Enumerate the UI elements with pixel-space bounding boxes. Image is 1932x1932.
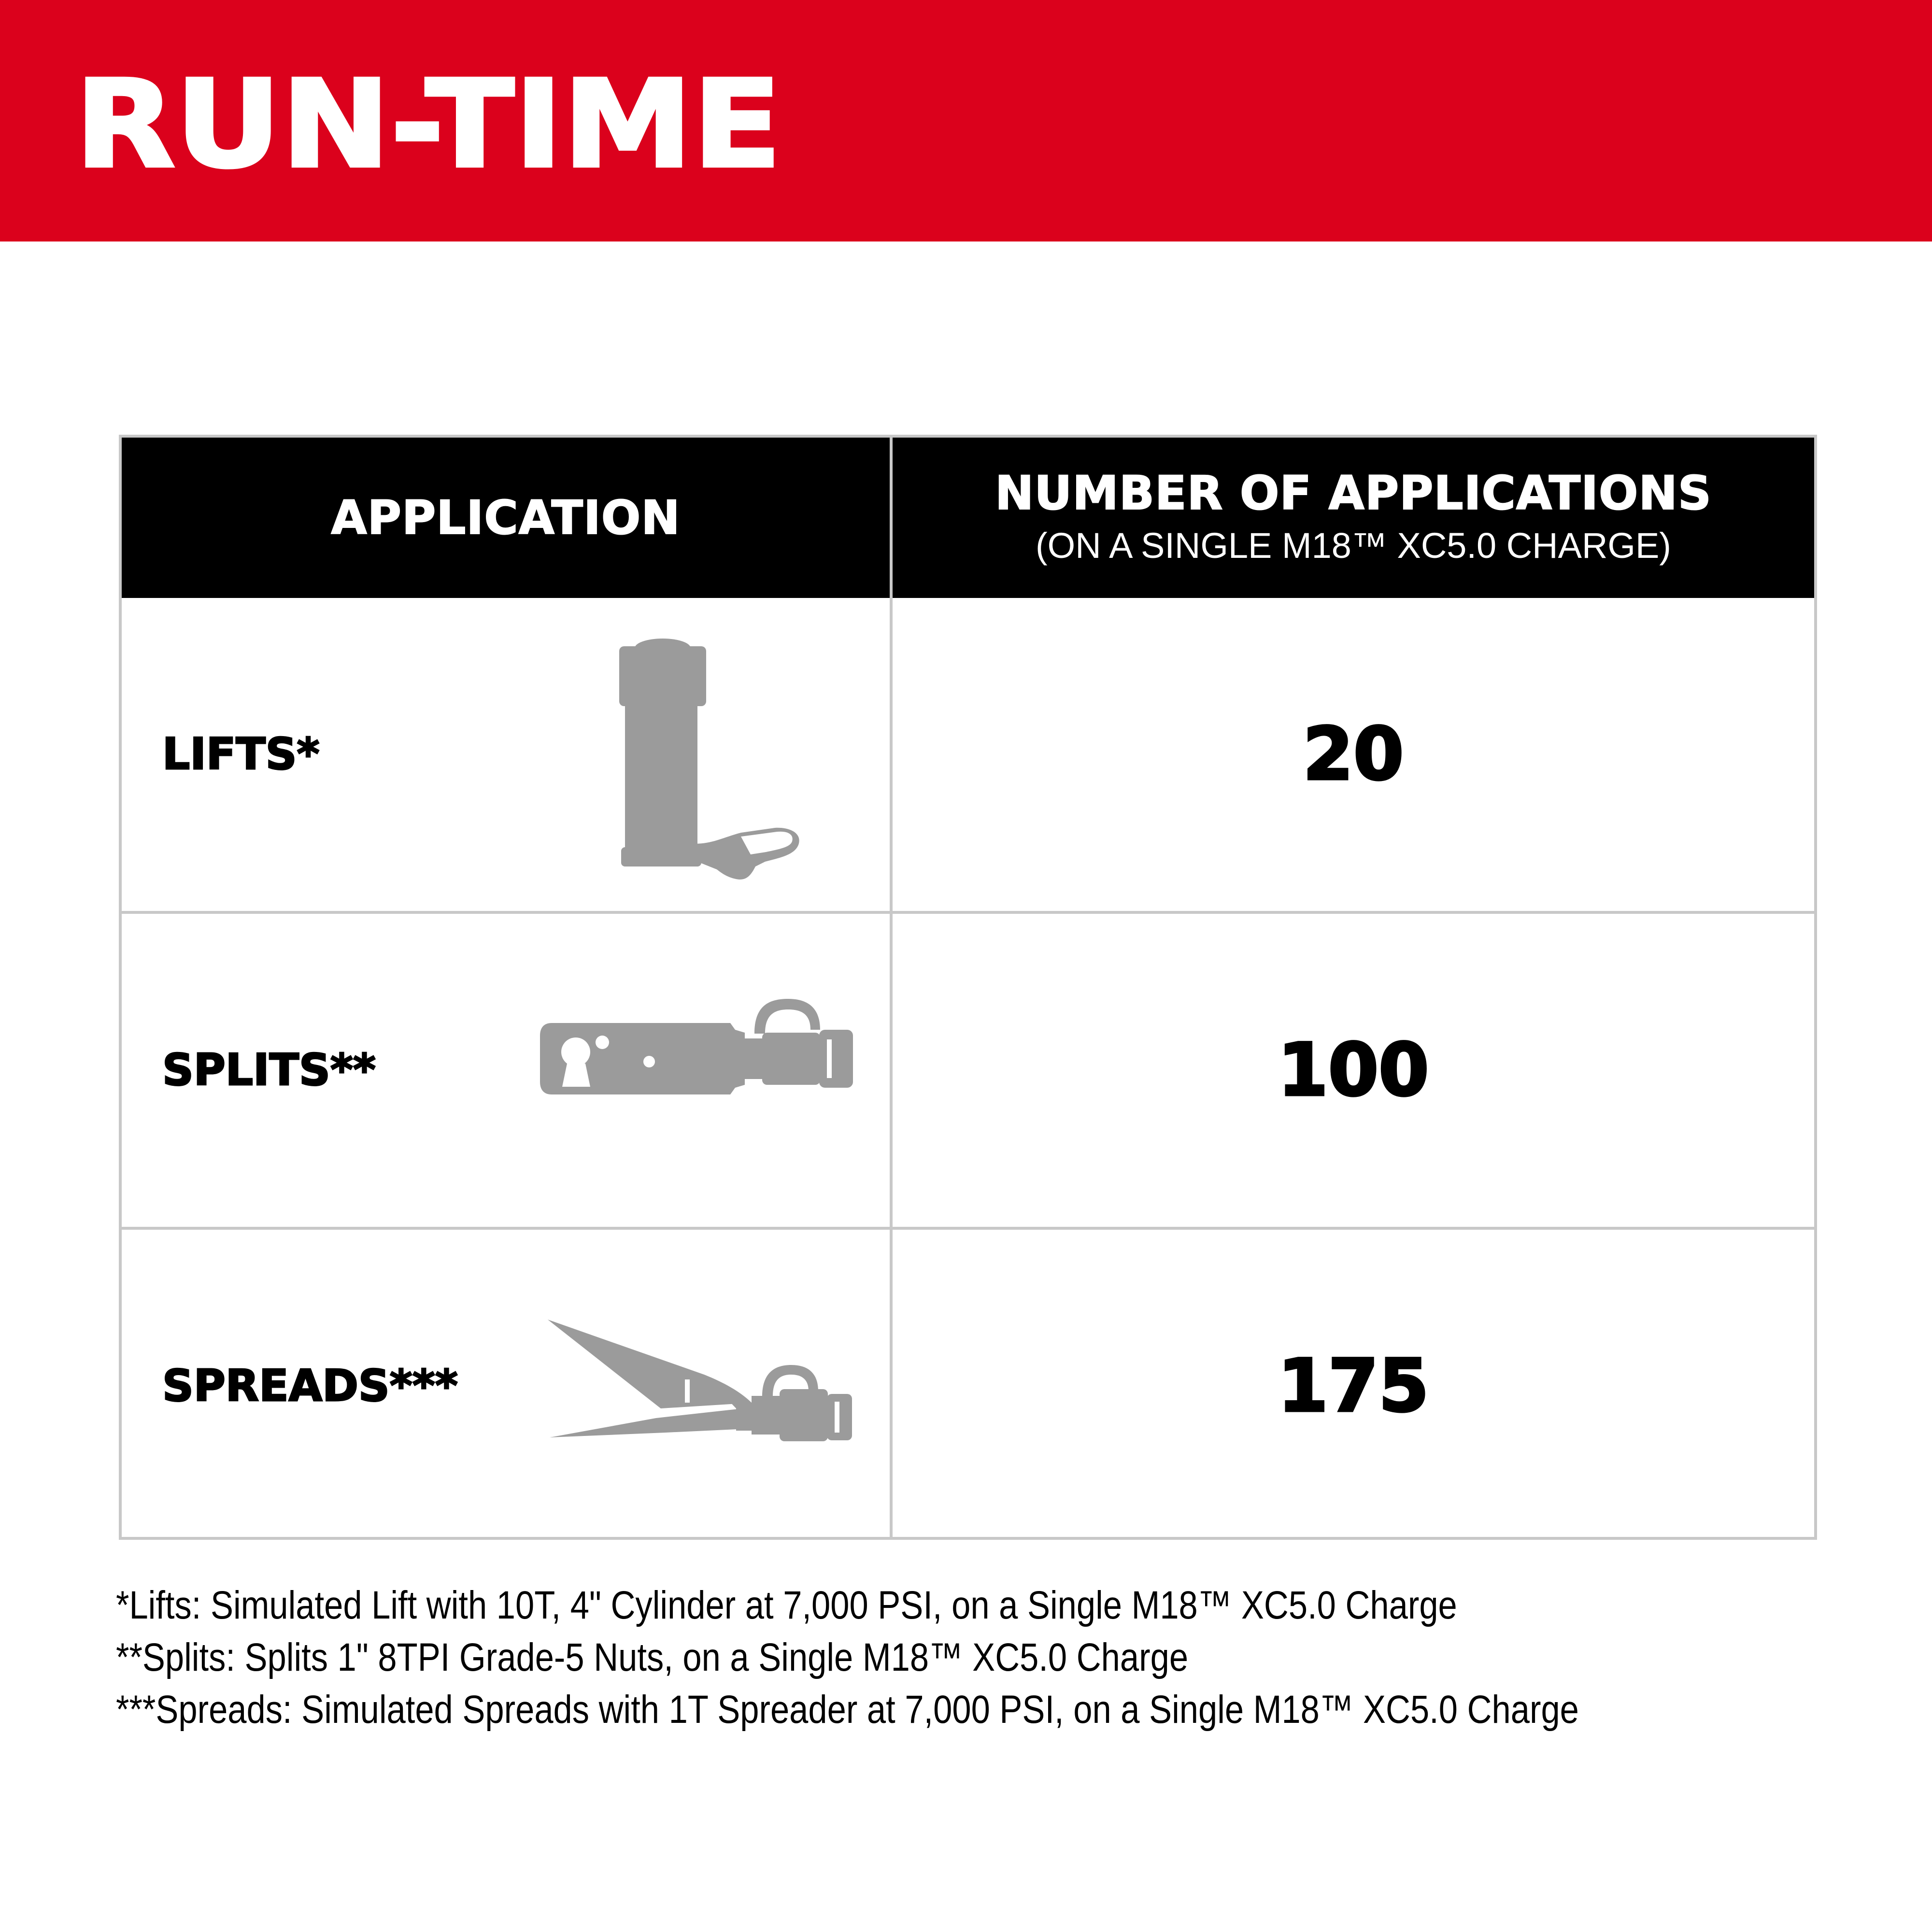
table-row (122, 1230, 1814, 1543)
table-row (122, 598, 1814, 911)
row-value-spreads: 175 (1278, 1344, 1429, 1428)
row-label-spreads: SPREADS*** (162, 1361, 458, 1411)
column-header-count-subtitle: (ON A SINGLE M18™ XC5.0 CHARGE) (1036, 526, 1671, 566)
footnote-lifts: *Lifts: Simulated Lift with 10T, 4" Cylinder at 7,000 PSI, on a Single M18™ XC5.0 Charge (116, 1583, 1457, 1627)
row-value-splits: 100 (1278, 1028, 1429, 1112)
footnote-spreads: ***Spreads: Simulated Spreads with 1T Spreader at 7,000 PSI, on a Single M18™ XC5.0 Charge (116, 1688, 1579, 1732)
table-row (122, 914, 1814, 1227)
footnote-splits: **Splits: Splits 1" 8TPI Grade-5 Nuts, on a Single M18™ XC5.0 Charge (116, 1635, 1189, 1679)
row-label-splits: SPLITS** (162, 1045, 376, 1095)
column-header-count-title: NUMBER OF APPLICATIONS (994, 466, 1712, 520)
footnotes (116, 1579, 1611, 1736)
runtime-table (119, 435, 1817, 1540)
hydraulic-cylinder-icon (611, 635, 828, 886)
column-header-count (893, 438, 1814, 598)
row-value-lifts: 20 (1303, 712, 1404, 796)
row-label-lifts: LIFTS* (162, 729, 320, 780)
nut-splitter-icon (537, 996, 856, 1122)
column-header-application-label: APPLICATION (331, 491, 681, 545)
column-header-application (122, 438, 890, 598)
header-banner (0, 0, 1932, 242)
wedge-spreader-icon (545, 1317, 854, 1457)
table-header (122, 438, 1814, 598)
page-title: RUN-TIME (75, 54, 782, 195)
